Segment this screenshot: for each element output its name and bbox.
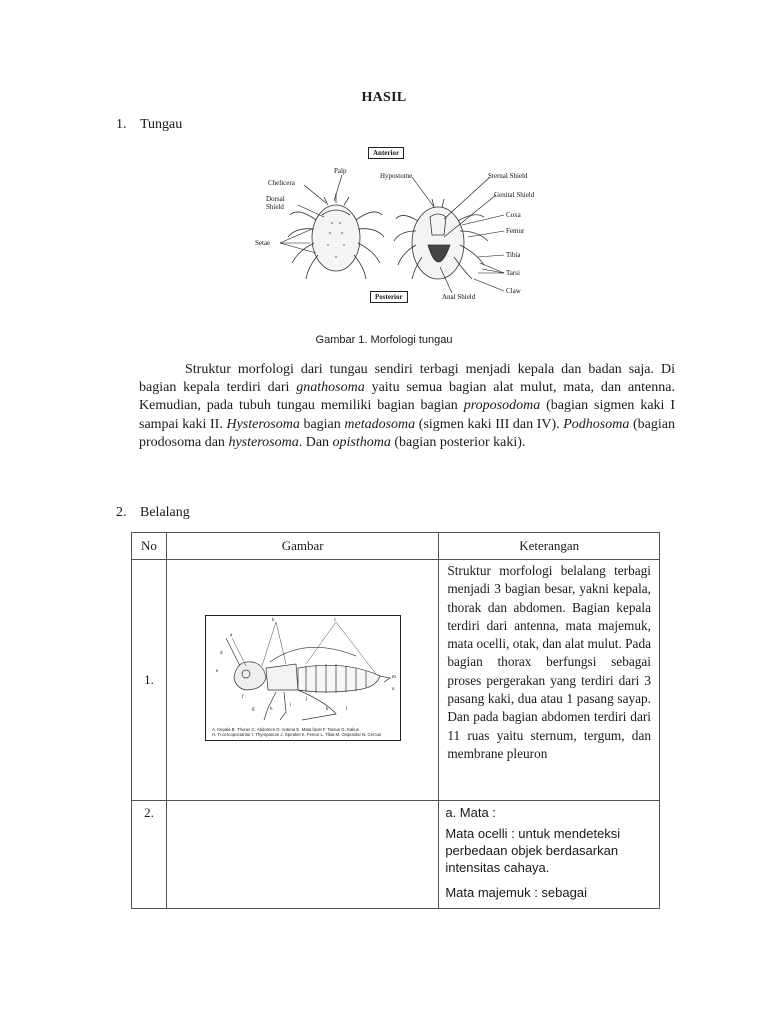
insect-letter: m: [391, 675, 396, 680]
italic-term: Podhosoma: [563, 416, 630, 432]
label-palp: Palp: [334, 167, 347, 175]
insect-letter: l: [345, 707, 348, 712]
text-run: Struktur morfologi dari tungau sendiri terbagi menjadi kepala dan badan saja. Di bagian kepala terdiri dari: [139, 362, 675, 396]
ventral-mouthparts: [432, 199, 444, 207]
mite-morphology-figure: [252, 145, 537, 310]
section-heading-belalang: [116, 505, 190, 521]
table-header-row: [132, 533, 660, 560]
label-sternal-shield: Sternal Shield: [488, 172, 528, 180]
insect-letter: j: [305, 697, 308, 702]
table-row: [132, 801, 660, 909]
insect-legend: [212, 727, 396, 737]
header-keterangan: Keterangan: [439, 533, 660, 560]
insect-letter: e: [215, 669, 219, 674]
italic-term: opisthoma: [332, 434, 391, 450]
insect-letter: b: [271, 618, 275, 623]
text-run: . Dan: [298, 434, 333, 450]
insect-letter: n: [391, 687, 395, 692]
legend-line: A. Kepala B. Thorax C. Abdomen D. Antena E. Mata facet F. Tarsus G. Kakus: [211, 727, 359, 732]
grasshopper-legs: [264, 690, 336, 720]
table-row: [132, 560, 660, 801]
row-image-cell: [166, 560, 438, 801]
text-run: yaitu semua bagian alat mulut, mata, dan antenna. Kemudian, pada tubuh tungau memiliki bagian bagian: [139, 380, 675, 414]
mite-mouthparts: [324, 193, 349, 205]
section-number: 2.: [116, 505, 127, 520]
header-gambar: Gambar: [166, 533, 438, 560]
italic-term: Hysterosoma: [226, 416, 300, 432]
row-description-cell: [439, 801, 660, 909]
text-run: (bagian prodosoma dan: [139, 416, 675, 450]
label-femur: Femur: [506, 227, 525, 235]
italic-term: gnathosoma: [296, 380, 365, 396]
eye-heading: a. Mata :: [445, 805, 496, 820]
label-claw: Claw: [506, 287, 521, 295]
insect-letter: g: [251, 707, 255, 712]
italic-term: metadosoma: [344, 416, 416, 432]
insect-letter: f: [241, 695, 244, 700]
text-run: (bagian sigmen kaki I sampai kaki II.: [139, 398, 675, 432]
text-run: bagian: [299, 416, 345, 432]
grasshopper-table: [131, 532, 660, 909]
label-coxa: Coxa: [506, 211, 521, 219]
grasshopper-figure: [205, 615, 401, 741]
insect-letter: d: [219, 651, 223, 656]
label-dorsal-shield: Dorsal Shield: [266, 195, 285, 211]
page-title: HASIL: [361, 90, 407, 105]
insect-letter: i: [289, 703, 292, 708]
row-image-cell: [166, 801, 438, 909]
grasshopper-thorax: [266, 664, 298, 690]
header-no: No: [132, 533, 167, 560]
section-heading-tungau: [116, 117, 182, 133]
italic-term: hysterosoma: [228, 434, 299, 450]
figure-caption: Gambar 1. Morfologi tungau: [315, 334, 453, 346]
insect-letter: a: [229, 633, 233, 638]
section-label: Tungau: [140, 117, 183, 132]
label-chelicera: Chelicera: [268, 179, 295, 187]
text-run: (sigmen kaki III dan IV).: [415, 416, 564, 432]
grasshopper-head: [234, 662, 266, 690]
text-run: (bagian posterior kaki).: [390, 434, 526, 450]
insect-letter: k: [325, 707, 329, 712]
insect-letter: c: [333, 618, 337, 623]
grasshopper-abdomen: [298, 665, 380, 692]
label-tarsi: Tarsi: [506, 269, 520, 277]
grasshopper-drawing: [206, 616, 400, 726]
row-number: 2.: [132, 801, 167, 909]
wing-outline: [270, 647, 356, 662]
row-description: Struktur morfologi belalang terbagi menjadi 3 bagian besar, yakni kepala, thorak dan abdomen. Bagian kepala terdiri dari antenna, mata majemuk, mata ocelli, otak, dan alat mulut. Pada bagian thorax berfungsi sebagai proses pergerakan yang terdiri dari 3 pasang kaki, dua atau 1 pasang sayap. Dan pada bagian abdomen terdiri dari 11 ruas yaitu sternum, tergum, dan membrane pleuron: [447, 563, 651, 761]
anterior-label: Anterior: [368, 147, 404, 159]
antenna: [226, 638, 240, 666]
section-number: 1.: [116, 117, 127, 132]
compound-eye-description: Mata majemuk : sebagai: [445, 885, 587, 900]
eye-description: [439, 801, 659, 905]
posterior-label: Posterior: [370, 291, 408, 303]
label-hypostome: Hypostome: [380, 172, 413, 180]
legend-line: H. Tr.cercopoctantur I. Thympanum J. Spirakel K. Femur L. Tibia M. Ovipositor N. Cercus: [211, 732, 382, 737]
section-label: Belalang: [140, 505, 190, 520]
row-number: 1.: [132, 560, 167, 801]
label-genital-shield: Genital Shield: [494, 191, 535, 199]
label-anal-shield: Anal Shield: [442, 293, 476, 301]
label-tibia: Tibia: [506, 251, 521, 259]
italic-term: proposodoma: [463, 398, 541, 414]
ocelli-description: Mata ocelli : untuk mendeteksi perbedaan objek berdasarkan intensitas cahaya.: [445, 826, 621, 875]
ovipositor: [380, 676, 390, 682]
row-description-cell: [439, 560, 660, 801]
mite-description-paragraph: [139, 361, 675, 452]
mite-drawing: [252, 145, 537, 310]
label-setae: Setae: [255, 239, 271, 247]
ventral-mite-body: [412, 207, 464, 279]
insect-letter: h: [269, 707, 273, 712]
